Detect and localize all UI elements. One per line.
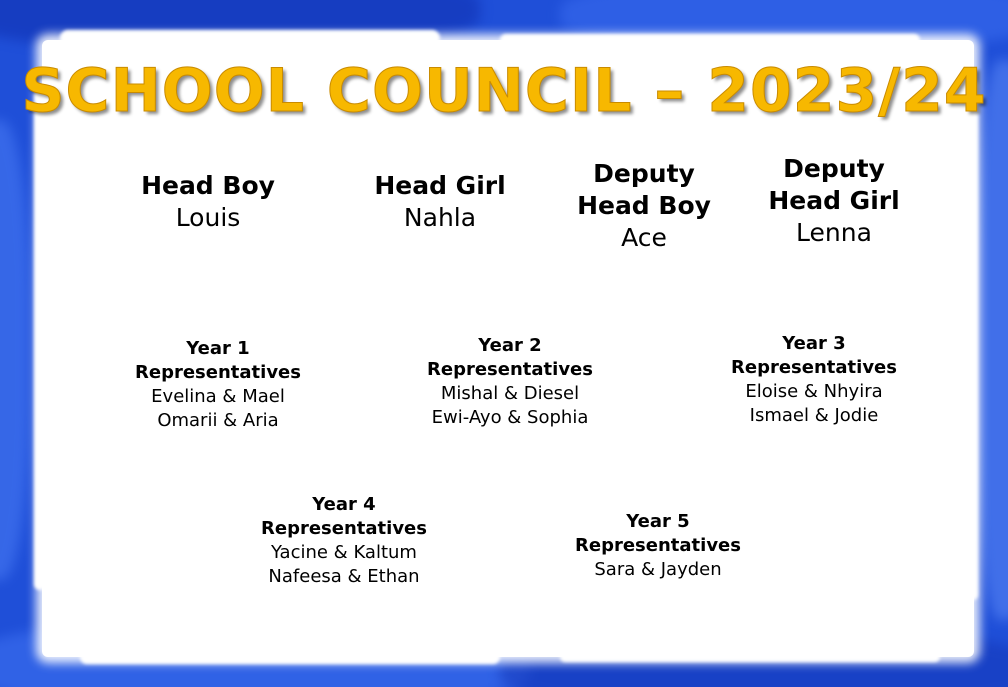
reps-label: Representatives [427,359,593,380]
leader-head-girl [356,170,524,234]
paint-stroke [0,120,30,580]
rep-pair: Sara & Jayden [594,559,722,580]
leader-deputy-head-girl [754,153,914,249]
year-heading: Year 1 [186,338,250,359]
year-3-reps [724,332,904,428]
leader-name: Ace [621,223,667,252]
leader-role: Head Boy [141,171,275,200]
leader-role: Head Girl [374,171,506,200]
year-heading: Year 5 [626,511,690,532]
rep-pair: Nafeesa & Ethan [268,566,420,587]
leader-name: Lenna [796,218,872,247]
leader-role: Deputy [593,159,695,188]
leader-name: Louis [175,203,241,232]
reps-label: Representatives [731,357,897,378]
reps-label: Representatives [135,362,301,383]
year-2-reps [415,334,605,430]
rep-pair: Mishal & Diesel [440,383,580,404]
rep-pair: Evelina & Mael [151,386,285,407]
year-heading: Year 4 [312,494,376,515]
year-4-reps [254,493,434,589]
rep-pair: Omarii & Aria [157,410,279,431]
paint-stroke [975,60,1008,620]
leader-deputy-head-boy [564,158,724,254]
year-heading: Year 3 [782,333,846,354]
rep-pair: Yacine & Kaltum [271,542,417,563]
reps-label: Representatives [575,535,741,556]
leader-role: Head Boy [577,191,711,220]
rep-pair: Ewi-Ayo & Sophia [431,407,589,428]
leader-head-boy [128,170,288,234]
rep-pair: Ismael & Jodie [749,405,879,426]
reps-label: Representatives [261,518,427,539]
year-1-reps [128,337,308,433]
leader-name: Nahla [403,203,477,232]
leader-role: Head Girl [768,186,900,215]
year-heading: Year 2 [478,335,542,356]
rep-pair: Eloise & Nhyira [745,381,883,402]
leader-role: Deputy [783,154,885,183]
page-title: SCHOOL COUNCIL – 2023/24 [21,56,987,126]
year-5-reps [568,510,748,582]
